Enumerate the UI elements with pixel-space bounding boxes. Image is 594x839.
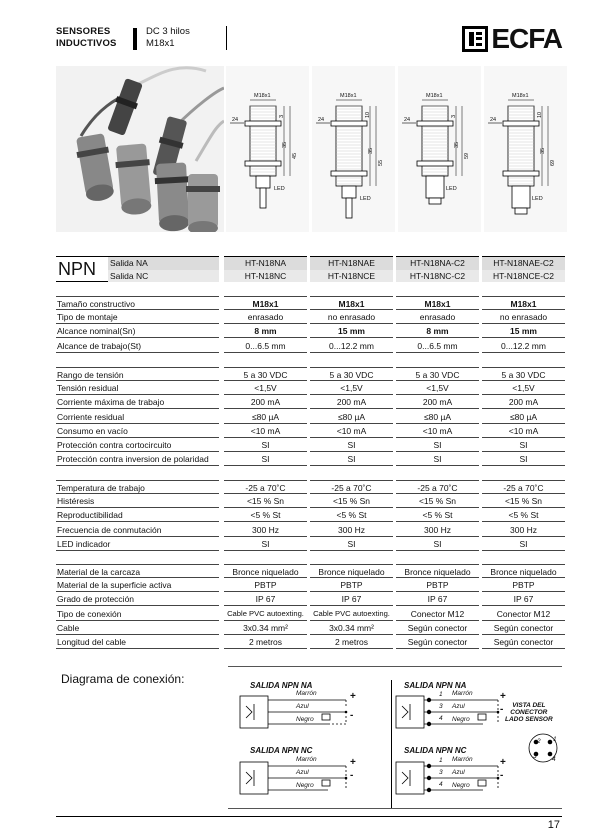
dim-total-label: 59: [464, 152, 470, 159]
spec-value: IP 67: [396, 592, 479, 606]
spec-value: <10 mA: [396, 424, 479, 438]
spec-value: IP 67: [482, 592, 565, 606]
na-cable-brown-label: Marrón: [296, 690, 317, 697]
spec-value: -25 a 70˚C: [482, 480, 565, 494]
spec-value: <15 % Sn: [482, 494, 565, 508]
wrench-size-label: 24: [318, 117, 325, 123]
connector-view-note: [505, 702, 553, 723]
spec-value: 0...12.2 mm: [482, 339, 565, 353]
spec-value: 0...12.2 mm: [310, 339, 393, 353]
output-nc-label: Salida NC: [108, 270, 219, 282]
spec-value: SI: [482, 438, 565, 452]
spec-label: Grado de protección: [56, 592, 219, 606]
spec-row: [56, 564, 562, 578]
spec-label: Alcance de trabajo(St): [56, 339, 219, 353]
dim-mid-label: 35: [540, 147, 546, 154]
brand-name: ECFA: [491, 23, 562, 54]
spec-label: Longitud del cable: [56, 635, 219, 649]
spec-row: [56, 438, 562, 452]
page-header: [56, 24, 562, 56]
nc-conn-plus: +: [500, 757, 506, 768]
spec-label: Cable: [56, 621, 219, 635]
spec-value: <1,5V: [482, 381, 565, 395]
view-note-line-3: LADO SENSOR: [505, 716, 553, 723]
spec-value: PBTP: [396, 578, 479, 592]
spec-value: 300 Hz: [482, 523, 565, 537]
npn-output-header: [56, 256, 219, 282]
model-na-code: HT-N18NAE: [310, 257, 393, 270]
spec-value: <1,5V: [396, 381, 479, 395]
spec-value: PBTP: [482, 578, 565, 592]
spec-value: ≤80 µA: [482, 410, 565, 424]
spec-row: [56, 296, 562, 310]
spec-value: IP 67: [310, 592, 393, 606]
model-header-1: [224, 256, 307, 282]
spec-value: Según conector: [396, 635, 479, 649]
nc-cable-brown-label: Marrón: [296, 756, 317, 763]
spec-value: enrasado: [396, 310, 479, 324]
na-connector-title: SALIDA NPN NA: [404, 681, 467, 690]
na-conn-brown-label: Marrón: [452, 690, 473, 697]
nc-conn-minus: -: [500, 770, 504, 781]
spec-row: [56, 339, 562, 353]
spec-value: 0...6.5 mm: [396, 339, 479, 353]
spec-value: Bronce niquelado: [224, 564, 307, 578]
spec-value: -25 a 70˚C: [224, 480, 307, 494]
spec-row: [56, 395, 562, 409]
spec-label: Alcance nominal(Sn): [56, 324, 219, 338]
spec-value: <5 % St: [482, 508, 565, 522]
na-cable-blue-label: Azul: [296, 703, 309, 710]
spec-value: no enrasado: [310, 310, 393, 324]
spec-row: [56, 578, 562, 592]
spec-value: 300 Hz: [396, 523, 479, 537]
spec-value: 3x0.34 mm²: [310, 621, 393, 635]
spec-line-2: M18x1: [146, 38, 175, 49]
dim-total-label: 45: [292, 152, 298, 159]
nc-pin-4: 4: [439, 781, 443, 788]
spec-label: Material de la carcaza: [56, 564, 219, 578]
model-header-2: [310, 256, 393, 282]
model-nc-code: HT-N18NC-C2: [396, 270, 479, 282]
spec-value: enrasado: [224, 310, 307, 324]
spec-row: [56, 381, 562, 395]
spec-value: 15 mm: [482, 324, 565, 338]
spec-label: Reproductibilidad: [56, 508, 219, 522]
spec-value: SI: [224, 452, 307, 466]
wrench-size-label: 24: [232, 117, 239, 123]
spec-value: no enrasado: [482, 310, 565, 324]
nc-cable-minus: -: [350, 770, 354, 781]
na-cable-minus: -: [350, 710, 354, 721]
spec-value: <5 % St: [224, 508, 307, 522]
spec-value: <1,5V: [224, 381, 307, 395]
spec-label: Material de la superficie activa: [56, 578, 219, 592]
spec-row: [56, 324, 562, 338]
spec-row: [56, 523, 562, 537]
nc-cable-blue-label: Azul: [296, 769, 309, 776]
spec-value: SI: [310, 438, 393, 452]
spec-value: <15 % Sn: [310, 494, 393, 508]
spec-value: 2 metros: [310, 635, 393, 649]
spec-value: <15 % Sn: [224, 494, 307, 508]
header-divider-bar: [133, 28, 137, 50]
spec-value: <15 % Sn: [396, 494, 479, 508]
led-label: LED: [274, 186, 285, 192]
footer-rule: [56, 816, 562, 817]
nc-pin-3: 3: [439, 769, 443, 776]
dimension-drawing-3: [398, 66, 481, 232]
spec-value: 200 mA: [396, 395, 479, 409]
model-na-code: HT-N18NA-C2: [396, 257, 479, 270]
spec-row: [56, 452, 562, 466]
dim-mid-label: 35: [368, 147, 374, 154]
spec-value: SI: [310, 452, 393, 466]
spec-label: Tipo de montaje: [56, 310, 219, 324]
spec-value: M18x1: [482, 296, 565, 310]
spec-label: Protección contra cortocircuito: [56, 438, 219, 452]
nc-pin-1: 1: [439, 757, 443, 764]
nc-cable-title: SALIDA NPN NC: [250, 746, 313, 755]
spec-value: 2 metros: [224, 635, 307, 649]
nc-conn-brown-label: Marrón: [452, 756, 473, 763]
dim-mid-label: 35: [454, 141, 460, 148]
na-conn-minus: -: [500, 704, 504, 715]
spec-label: Tamaño constructivo: [56, 296, 219, 310]
spec-value: <10 mA: [310, 424, 393, 438]
spec-row: [56, 494, 562, 508]
spec-label: Protección contra inversion de polaridad: [56, 452, 219, 466]
spec-label: Temperatura de trabajo: [56, 480, 219, 494]
spec-row: [56, 410, 562, 424]
spec-value: 200 mA: [482, 395, 565, 409]
dimension-drawing-1: [226, 66, 309, 232]
spec-row: [56, 508, 562, 522]
model-nc-code: HT-N18NCE-C2: [482, 270, 565, 282]
spec-value: 5 a 30 VDC: [310, 367, 393, 381]
spec-row: [56, 424, 562, 438]
spec-value: <1,5V: [310, 381, 393, 395]
spec-value: M18x1: [224, 296, 307, 310]
spec-value: Según conector: [482, 621, 565, 635]
dim-total-label: 55: [378, 159, 384, 166]
wrench-size-label: 24: [490, 117, 497, 123]
spec-value: ≤80 µA: [310, 410, 393, 424]
spec-row: [56, 621, 562, 635]
dim-total-label: 69: [550, 159, 556, 166]
spec-value: 0...6.5 mm: [224, 339, 307, 353]
dim-top-label: 10: [537, 111, 543, 118]
spec-value: Cable PVC autoexting.: [310, 607, 393, 621]
category-line-2: INDUCTIVOS: [56, 38, 117, 49]
spec-label: Tipo de conexión: [56, 607, 219, 621]
spec-value: IP 67: [224, 592, 307, 606]
model-na-code: HT-N18NAE-C2: [482, 257, 565, 270]
connector-face-pin-2: 2: [537, 738, 541, 745]
dim-top-label: 10: [365, 111, 371, 118]
spec-line-1: DC 3 hilos: [146, 26, 190, 37]
product-photo: [56, 66, 224, 232]
spec-value: 3x0.34 mm²: [224, 621, 307, 635]
spec-label: Tensión residual: [56, 381, 219, 395]
spec-label: LED indicador: [56, 537, 219, 551]
dim-mid-label: 35: [282, 141, 288, 148]
dim-top-label: 3: [279, 114, 285, 118]
spec-row: [56, 635, 562, 649]
spec-value: -25 a 70˚C: [396, 480, 479, 494]
na-cable-title: SALIDA NPN NA: [250, 681, 313, 690]
dimension-drawing-4: [484, 66, 567, 232]
spec-value: ≤80 µA: [396, 410, 479, 424]
brand-logo: [462, 24, 562, 54]
dimension-drawing-2: [312, 66, 395, 232]
model-header-3: [396, 256, 479, 282]
spec-value: PBTP: [224, 578, 307, 592]
spec-value: SI: [224, 537, 307, 551]
view-note-line-1: VISTA DEL: [512, 702, 546, 709]
thread-dim-label: M18x1: [512, 93, 529, 99]
spec-row: [56, 480, 562, 494]
spec-value: SI: [396, 537, 479, 551]
spec-value: <10 mA: [224, 424, 307, 438]
na-pin-3: 3: [439, 703, 443, 710]
spec-value: 8 mm: [396, 324, 479, 338]
nc-cable-black-label: Negro: [296, 782, 314, 789]
spec-value: Según conector: [396, 621, 479, 635]
spec-value: SI: [396, 452, 479, 466]
spec-value: 200 mA: [310, 395, 393, 409]
thread-dim-label: M18x1: [254, 93, 271, 99]
nc-conn-blue-label: Azul: [452, 769, 465, 776]
spec-label: Consumo en vacío: [56, 424, 219, 438]
spec-value: 5 a 30 VDC: [396, 367, 479, 381]
led-label: LED: [532, 196, 543, 202]
spec-value: 5 a 30 VDC: [482, 367, 565, 381]
spec-row: [56, 592, 562, 606]
nc-cable-plus: +: [350, 757, 356, 768]
wrench-size-label: 24: [404, 117, 411, 123]
connector-face-pin-4: 4: [552, 756, 556, 763]
spec-value: 5 a 30 VDC: [224, 367, 307, 381]
spec-value: M18x1: [396, 296, 479, 310]
brand-logo-icon: [462, 26, 488, 52]
spec-row: [56, 310, 562, 324]
spec-label: [146, 26, 190, 50]
output-na-label: Salida NA: [108, 257, 219, 270]
spec-value: SI: [396, 438, 479, 452]
spec-value: SI: [482, 452, 565, 466]
spec-value: <5 % St: [310, 508, 393, 522]
spec-value: Cable PVC autoexting.: [224, 607, 307, 621]
led-label: LED: [446, 186, 457, 192]
na-pin-1: 1: [439, 691, 443, 698]
model-nc-code: HT-N18NC: [224, 270, 307, 282]
thread-dim-label: M18x1: [340, 93, 357, 99]
spec-value: Bronce niquelado: [482, 564, 565, 578]
spec-value: <10 mA: [482, 424, 565, 438]
spec-value: PBTP: [310, 578, 393, 592]
page-number: 17: [547, 819, 560, 831]
model-nc-code: HT-N18NCE: [310, 270, 393, 282]
thread-dim-label: M18x1: [426, 93, 443, 99]
na-conn-black-label: Negro: [452, 716, 470, 723]
led-label: LED: [360, 196, 371, 202]
spec-value: Según conector: [482, 635, 565, 649]
nc-connector-title: SALIDA NPN NC: [404, 746, 467, 755]
spec-label: Frecuencia de conmutación: [56, 523, 219, 537]
diagram-bottom-rule: [228, 808, 562, 809]
spec-value: Bronce niquelado: [396, 564, 479, 578]
spec-value: Conector M12: [396, 607, 479, 621]
model-na-code: HT-N18NA: [224, 257, 307, 270]
connector-face-pin-1: 1: [553, 736, 557, 743]
na-cable-plus: +: [350, 691, 356, 702]
spec-row: [56, 537, 562, 551]
spec-value: SI: [482, 537, 565, 551]
spec-value: -25 a 70˚C: [310, 480, 393, 494]
spec-row: [56, 607, 562, 621]
spec-value: 300 Hz: [224, 523, 307, 537]
connection-diagram-title: Diagrama de conexión:: [61, 672, 185, 686]
diagram-divider: [391, 680, 392, 808]
na-conn-plus: +: [500, 691, 506, 702]
dim-top-label: 3: [451, 114, 457, 118]
na-conn-blue-label: Azul: [452, 703, 465, 710]
diagram-top-rule: [228, 666, 562, 667]
spec-value: Conector M12: [482, 607, 565, 621]
model-header-4: [482, 256, 565, 282]
spec-value: ≤80 µA: [224, 410, 307, 424]
spec-label: Corriente residual: [56, 410, 219, 424]
npn-type-label: NPN: [58, 259, 97, 279]
spec-label: Corriente máxima de trabajo: [56, 395, 219, 409]
spec-value: SI: [310, 537, 393, 551]
spec-value: M18x1: [310, 296, 393, 310]
spec-value: 15 mm: [310, 324, 393, 338]
na-cable-black-label: Negro: [296, 716, 314, 723]
category-line-1: SENSORES: [56, 26, 111, 37]
category-label: [56, 26, 117, 50]
spec-value: 8 mm: [224, 324, 307, 338]
header-separator: [226, 26, 227, 50]
spec-value: <5 % St: [396, 508, 479, 522]
spec-row: [56, 367, 562, 381]
spec-value: 300 Hz: [310, 523, 393, 537]
spec-label: Rango de tensión: [56, 367, 219, 381]
spec-value: Bronce niquelado: [310, 564, 393, 578]
connector-face-pin-3: 3: [533, 753, 537, 760]
na-pin-4: 4: [439, 715, 443, 722]
spec-label: Histéresis: [56, 494, 219, 508]
spec-value: 200 mA: [224, 395, 307, 409]
nc-conn-black-label: Negro: [452, 782, 470, 789]
view-note-line-2: CONECTOR: [510, 709, 548, 716]
spec-value: SI: [224, 438, 307, 452]
